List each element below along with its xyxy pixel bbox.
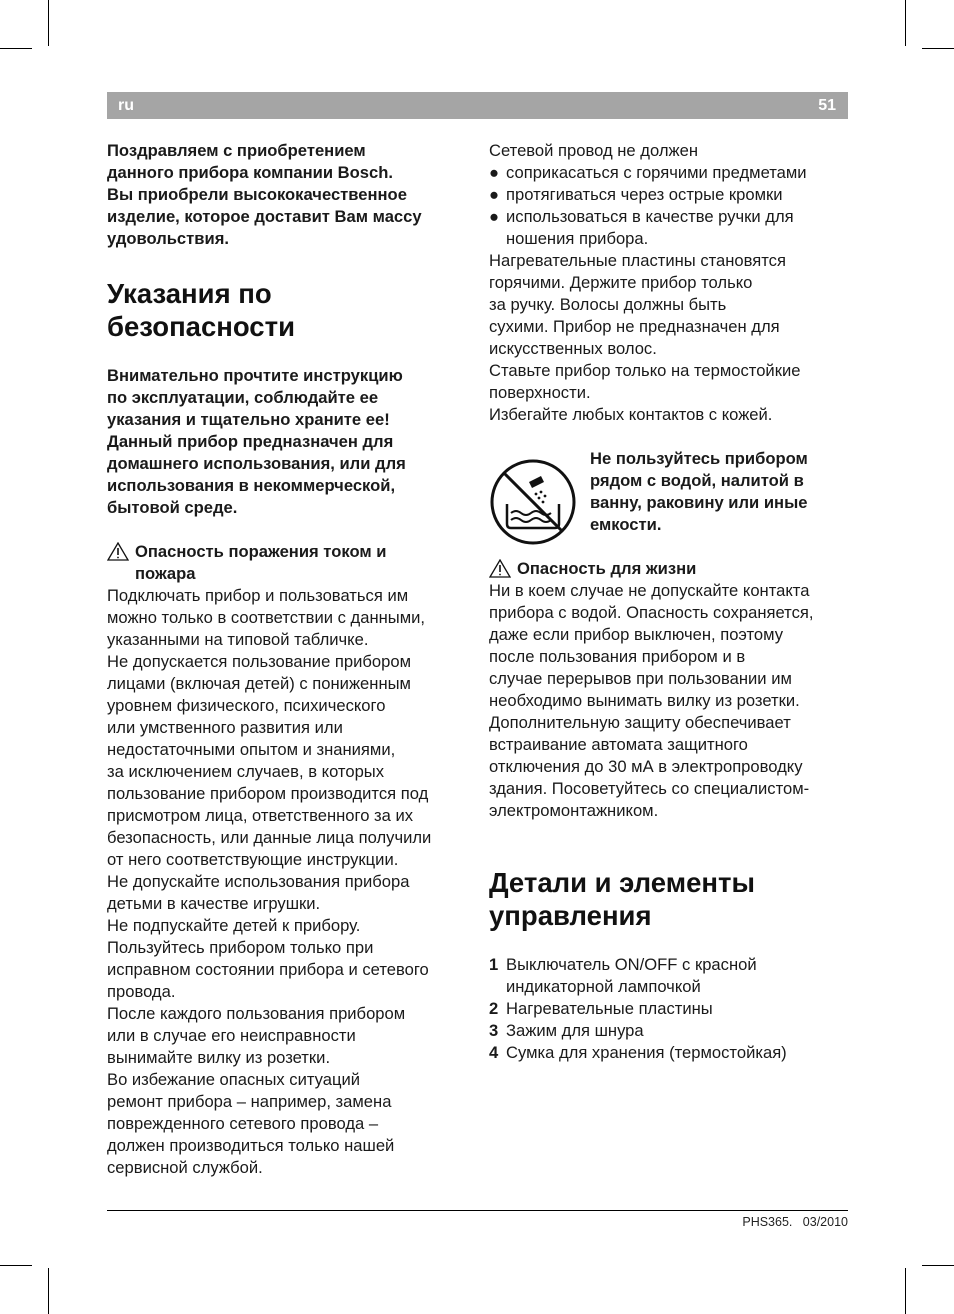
parts-list	[489, 954, 851, 1064]
safety-body-text: Подключать прибор и пользоваться им можно только в соответствии с данными, указанными на типовой табличке. Не допускается пользование прибором лицами (включая детей) с пониженным уровнем физического, психического или умственного развития или недостаточными опытом и знаниями, за исключением случаев, в которых пользование прибором производится под присмотром лица, ответственного за их безопасность, или данные лица получили от него соответствующие инструкции. Не допускайте использования прибора детьми в качестве игрушки. Не подпускайте детей к прибору. Пользуйтесь прибором только при исправном состоянии прибора и сетевого провода. После каждого пользования прибором или в случае его неисправности вынимайте вилку из розетки. Во избежание опасных ситуаций ремонт прибора – например, замена поврежденного сетевого провода – должен производиться только нашей сервисной службой.	[107, 586, 432, 1177]
heating-plates-paragraph: Нагревательные пластины становятся горячими. Держите прибор только за ручку. Волосы должны быть сухими. Прибор не предназначен для искусственных волос. Ставьте прибор только на термостойкие поверхности. Избегайте любых контактов с кожей.	[489, 251, 801, 424]
cord-intro: Сетевой провод не должен	[489, 141, 698, 160]
water-warning-block	[489, 448, 851, 558]
crop-mark	[922, 48, 954, 49]
water-warning-text: Не пользуйтесь прибором рядом с водой, налитой в ванну, раковину или иные емкости.	[590, 449, 808, 534]
page-number: 51	[818, 97, 836, 114]
no-water-icon	[489, 458, 577, 546]
danger-to-life-body: Ни в коем случае не допускайте контакта прибора с водой. Опасность сохраняется, даже если прибор выключен, поэтому после пользования прибором и в случае перерывов при пользовании им необходимо вынимать вилку из розетки. Дополнительную защиту обеспечивает встраивание автомата защитного отключения до 30 мА в электропроводку здания. Посоветуйтесь со специалистом- электромонтажником.	[489, 581, 814, 820]
electric-shock-warning-title: Опасность поражения током и пожара	[107, 541, 469, 585]
bullet-icon: ●	[489, 163, 500, 182]
crop-mark	[922, 1265, 954, 1266]
intro-paragraph: Поздравляем с приобретением данного прибора компании Bosch. Вы приобрели высококачественное изделие, которое доставит Вам массу удовольствия.	[107, 141, 422, 248]
bullet-icon: ●	[489, 185, 500, 204]
footer-model-date: PHS365. 03/2010	[742, 1215, 848, 1229]
list-item: 2 Нагревательные пластины	[489, 999, 713, 1018]
language-code: ru	[118, 97, 134, 114]
parts-heading: Детали и элементы управления	[489, 867, 755, 931]
list-item: ● соприкасаться с горячими предметами	[489, 163, 807, 182]
crop-mark	[0, 48, 32, 49]
list-item: ● протягиваться через острые кромки	[489, 185, 783, 204]
crop-mark	[0, 1265, 32, 1266]
crop-mark	[48, 1268, 49, 1314]
page-header-bar	[107, 92, 848, 119]
bullet-icon: ●	[489, 207, 500, 226]
crop-mark	[48, 0, 49, 46]
safety-heading: Указания по безопасности	[107, 278, 295, 342]
read-instructions-paragraph: Внимательно прочтите инструкцию по эксплуатации, соблюдайте ее указания и тщательно храните ее! Данный прибор предназначен для домашнего использования, или для использования в некоммерческой, бытовой среде.	[107, 366, 406, 517]
footer-divider	[107, 1210, 848, 1211]
right-column	[489, 140, 851, 1064]
list-item: ● использоваться в качестве ручки для ношения прибора.	[489, 207, 794, 248]
list-item: 4 Сумка для хранения (термостойкая)	[489, 1043, 787, 1062]
crop-mark	[905, 1268, 906, 1314]
warning-triangle-icon	[107, 542, 129, 561]
warning-triangle-icon	[489, 559, 511, 578]
list-item: 3 Зажим для шнура	[489, 1021, 644, 1040]
danger-to-life-warning-title: Опасность для жизни	[489, 558, 851, 580]
list-item: 1 Выключатель ON/OFF с красной индикаторной лампочкой	[489, 955, 757, 996]
crop-mark	[905, 0, 906, 46]
left-column	[107, 140, 469, 1179]
